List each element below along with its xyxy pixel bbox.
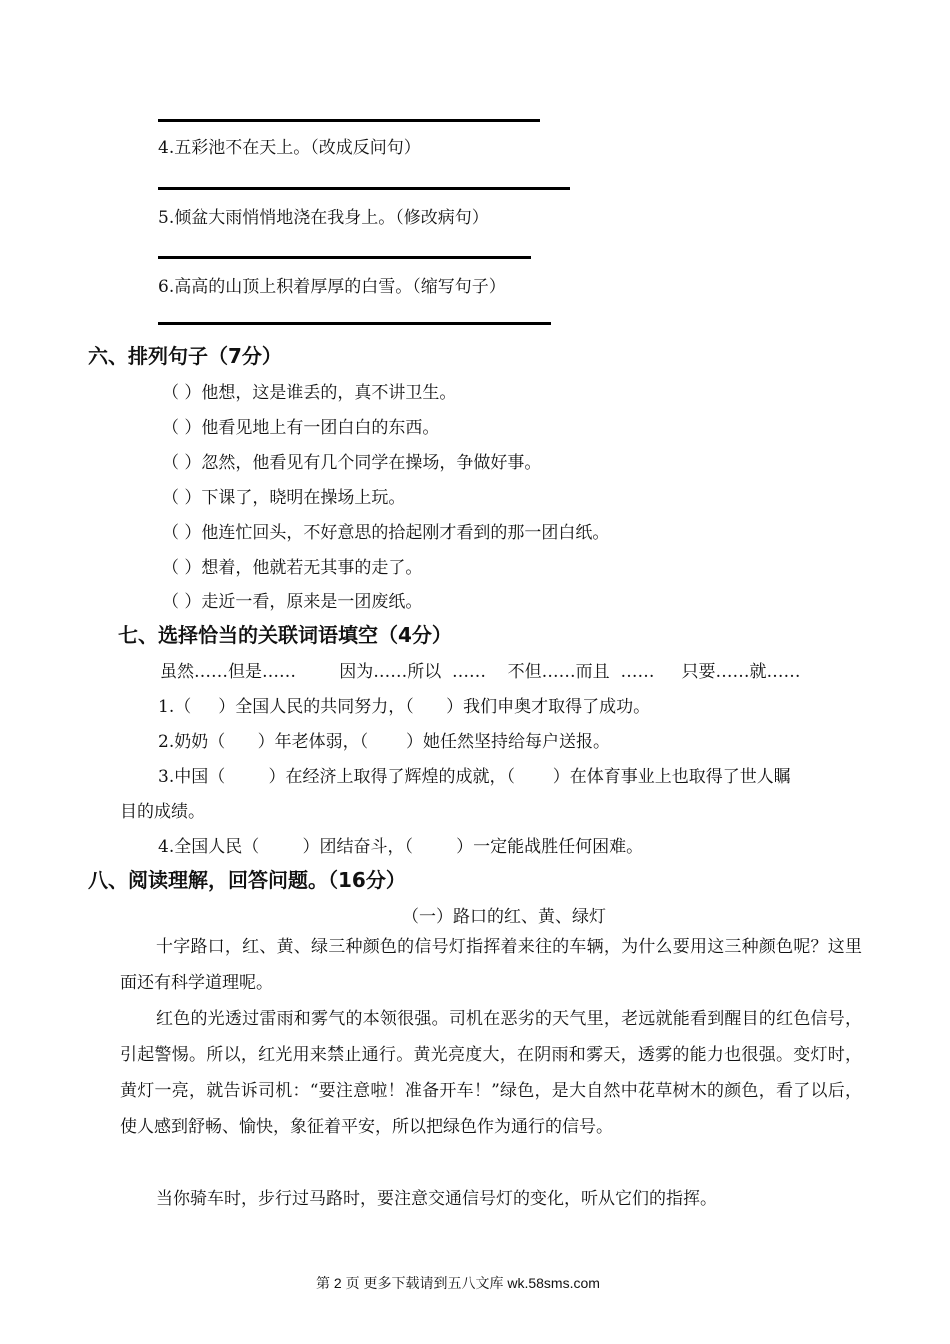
answer-line-5: [158, 256, 531, 259]
exercise-item-4: 4.五彩池不在天上。（改成反问句）: [158, 138, 421, 158]
sentence-item: （ ）他想，这是谁丢的，真不讲卫生。: [162, 383, 457, 403]
conjunction-options: 虽然……但是…… 因为……所以 …… 不但……而且 …… 只要……就……: [160, 662, 801, 682]
answer-line-6: [158, 322, 551, 325]
section-7-title: 七、选择恰当的关联词语填空（4分）: [118, 623, 452, 647]
fill-item-1: 1.（ ）全国人民的共同努力，（ ）我们申奥才取得了成功。: [158, 697, 651, 717]
passage-paragraph-3: 当你骑车时，步行过马路时，要注意交通信号灯的变化，听从它们的指挥。: [156, 1189, 717, 1209]
section-8-title: 八、阅读理解，回答问题。（16分）: [88, 868, 406, 892]
exercise-item-6: 6.高高的山顶上积着厚厚的白雪。（缩写句子）: [158, 277, 506, 297]
answer-line-4: [158, 187, 570, 190]
exercise-item-5: 5.倾盆大雨悄悄地浇在我身上。（修改病句）: [158, 208, 489, 228]
page-footer: 第 2 页 更多下载请到五八文库 wk.58sms.com: [316, 1275, 600, 1291]
section-6-title: 六、排列句子（7分）: [88, 344, 282, 368]
fill-item-3-cont: 目的成绩。: [120, 802, 205, 822]
passage-paragraph-2: 红色的光透过雷雨和雾气的本领很强。司机在恶劣的天气里，老远就能看到醒目的红色信号，引起警惕。所以，红光用来禁止通行。黄光亮度大，在阴雨和雾天，透雾的能力也很强。变灯时，黄灯一亮，就告诉司机：“要注意啦！准备开车！”绿色，是大自然中花草树木的颜色，看了以后，使人感到舒畅、愉快，象征着平安，所以把绿色作为通行的信号。: [120, 1009, 862, 1137]
sentence-item: （ ）走近一看，原来是一团废纸。: [162, 592, 423, 612]
sentence-item: （ ）下课了，晓明在操场上玩。: [162, 488, 406, 508]
fill-item-4: 4.全国人民（ ）团结奋斗，（ ）一定能战胜任何困难。: [158, 837, 644, 857]
answer-line-3: [158, 119, 540, 122]
passage-title: （一）路口的红、黄、绿灯: [402, 907, 606, 927]
fill-item-2: 2.奶奶（ ）年老体弱，（ ）她任然坚持给每户送报。: [158, 732, 610, 752]
sentence-item: （ ）忽然，他看见有几个同学在操场，争做好事。: [162, 453, 542, 473]
sentence-item: （ ）他看见地上有一团白白的东西。: [162, 418, 440, 438]
passage-paragraph-1: 十字路口，红、黄、绿三种颜色的信号灯指挥着来往的车辆，为什么要用这三种颜色呢？这里面还有科学道理呢。: [120, 937, 862, 993]
sentence-item: （ ）想着，他就若无其事的走了。: [162, 558, 423, 578]
fill-item-3: 3.中国（ ）在经济上取得了辉煌的成就，（ ）在体育事业上也取得了世人瞩: [158, 767, 791, 787]
sentence-item: （ ）他连忙回头，不好意思的拾起刚才看到的那一团白纸。: [162, 523, 610, 543]
